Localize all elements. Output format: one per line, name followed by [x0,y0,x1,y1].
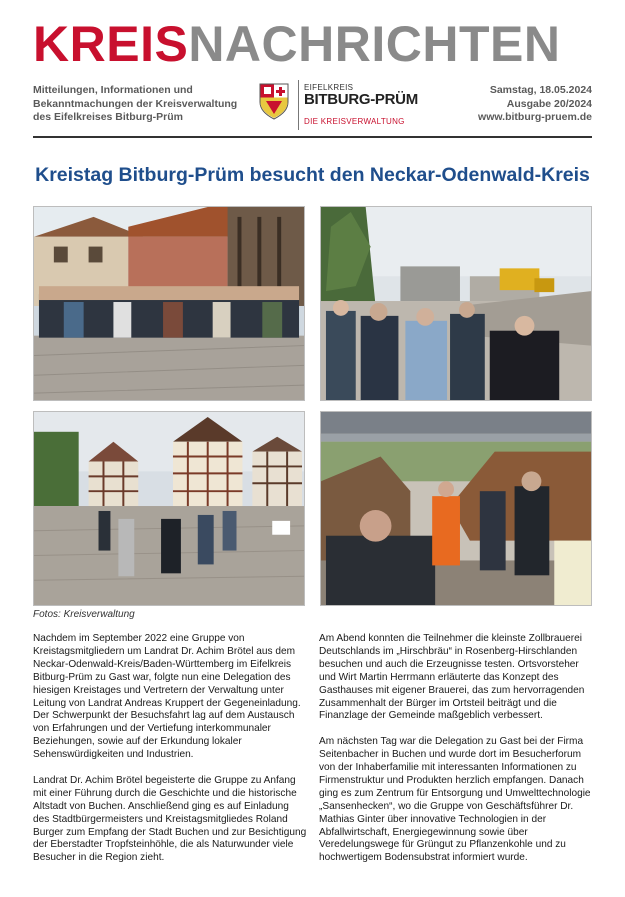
article-column-right [319,633,593,878]
masthead-nachrichten: NACHRICHTEN [188,16,561,72]
issue-number: Ausgabe 20/2024 [506,97,592,110]
logo-kreisverwaltung: DIE KREISVERWALTUNG [304,117,405,126]
article-headline: Kreistag Bitburg-Prüm besucht den Neckar-Odenwald-Kreis [35,164,590,186]
article-paragraph: Am Abend konnten die Teilnehmer die kleinste Zollbrauerei Deutschlands im „Hirschbräu“ in Rosenberg-Hirschlanden besuchen und auch die Erzeugnisse testen. Ortsvorsteher und Wirt Martin Herrmann erläuterte das Konzept des Gasthauses mit eigener Brauerei, das zum hervorragenden Zusammenhalt der Bürger im Ortsteil beiträgt und die Finanzlage der Gemeinde maßgeblich verbessert. [319,633,585,722]
photo-group-courtyard [33,206,305,401]
logo-divider [298,80,299,130]
issue-info [422,84,592,125]
photo-caption: Fotos: Kreisverwaltung [33,609,135,620]
logo-bitburg-pruem: BITBURG-PRÜM [304,91,418,108]
coat-of-arms-icon [258,82,290,120]
subtitle-line: Bekanntmachungen der Kreisverwaltung [33,97,238,110]
photo-recycling-site [320,206,592,401]
article-column-left [33,633,307,878]
logo-eifelkreis: EIFELKREIS [304,83,354,92]
district-logo [258,80,426,132]
masthead-kreis: KREIS [33,16,189,72]
photo-old-town-buchen [33,411,305,606]
article-paragraph: Landrat Dr. Achim Brötel begeisterte die Gruppe zu Anfang mit einer Führung durch die Geschichte und die historische Altstadt von Buchen. Anschließend ging es auf Einladung des Stadtbürgermeisters und Kreistagsmitgliedes Roland Burger zum Empfang der Stadt Buchen und zur Besichtigung der Eberstadter Tropfsteinhöhle, die als Naturwunder viele Besucher in die Region zieht. [33,774,307,864]
newspaper-masthead [33,14,593,74]
website-link[interactable]: www.bitburg-pruem.de [478,111,592,123]
subtitle-line: des Eifelkreises Bitburg-Prüm [33,111,183,123]
header-divider [33,136,592,138]
photo-composting-facility [320,411,592,606]
article-paragraph: Nachdem im September 2022 eine Gruppe von Kreistagsmitgliedern um Landrat Dr. Achim Brötel aus dem Neckar-Odenwald-Kreis/Baden-Württemberg im Eifelkreis Bitburg-Prüm zu Gast war, folgte nun eine Delegation des hiesigen Kreistages und Vertretern der Verwaltung unter Leitung von Landrat Andreas Kruppert der Gegeneinladung. Der Schwerpunkt der Besuchsfahrt lag auf dem Austausch von Erfahrungen und der Vertiefung interkommunaler Beziehungen, sowie auf der Erkundung lokaler Sehenswürdigkeiten und Industrien. [33,633,301,761]
publication-subtitle [33,84,253,125]
subtitle-line: Mitteilungen, Informationen und [33,84,193,96]
article-paragraph: Am nächsten Tag war die Delegation zu Gast bei der Firma Seitenbacher in Buchen und wurde dort im Besucherforum von der Inhaberfamilie mit interessanten Informationen zu Firmenstruktur und Produkten herzlich empfangen. Danach ging es zum Zentrum für Entsorgung und Umwelttechnologie „Sansenhecken“, wo die Gruppe von Geschäftsführer Dr. Mathias Ginter über innovative Technologien in der Abfallwirtschaft, Energiegewinnung sowie über Veredelungswege für Grüngut zu Pflanzenkohle und zu hochwertigem Bodensubstrat informiert wurde. [319,736,591,864]
issue-date: Samstag, 18.05.2024 [489,84,592,96]
